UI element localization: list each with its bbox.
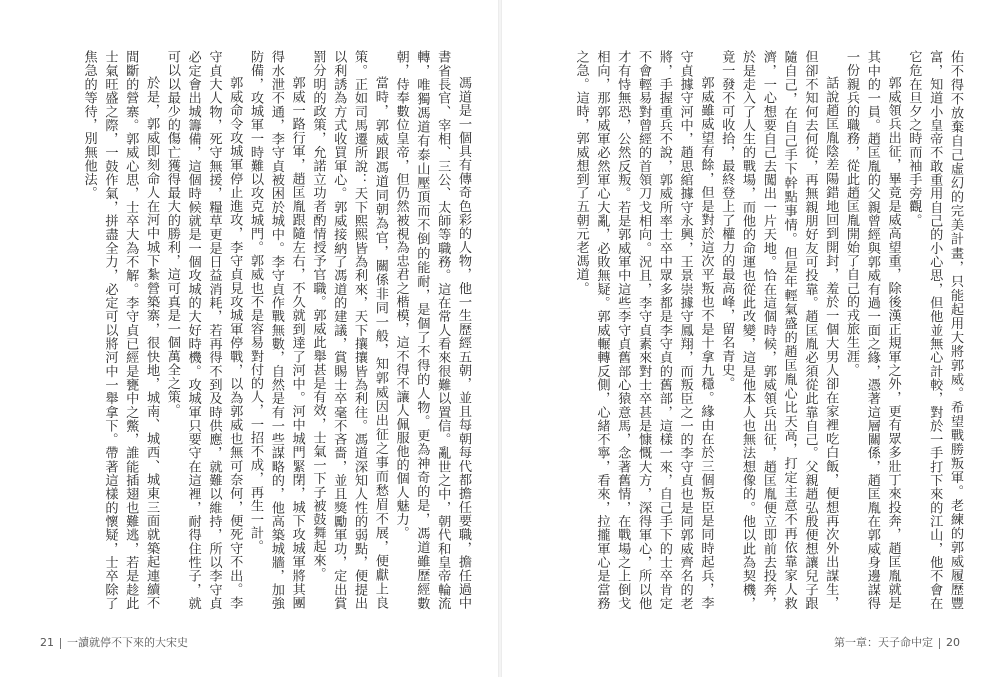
paragraph: 當時，郭威跟馮道同朝為官，關係非同一般，知郭威因出征之事而愁眉不展，便獻上良策。正如司馬遷所說：天下熙熙皆為利來，天下攘攘皆為利往。馮道深知人性的弱點，便提出以利誘為方式收買軍心。郭威接納了馮道的建議，賞賜士卒毫不吝嗇，並且獎勵軍功，定出賞罰分明的政策，允諾立功者酌情授予官職。郭威此舉甚是有效，士氣一下子被鼓舞起來。 [310, 50, 388, 610]
paragraph: 馮道是一個具有傳奇色彩的人物，他一生歷經五朝，並且每朝每代都擔任要職，擔任過中書省長官、宰相、三公、太師等職務。這在常人看來很難以置信。亂世之中，朝代和皇帝輪流轉，唯獨馮道有泰山壓頂而不倒的能耐，是個了不得的人物。更為神奇的是，馮道雖歷經數朝，侍奉數位皇帝，但仍然被視為忠君之楷模，這不得不讓人佩服他的個人魅力。 [393, 50, 471, 610]
left-page-body [55, 50, 473, 610]
left-page-footer [40, 634, 188, 650]
paragraph: 郭威一路行軍，趙匡胤跟隨左右，不久就到達了河中。河中城門緊閉，城下攻城軍將其團得水泄不通，李守貞被困於城中。李守貞作戰無數，自然是有一些謀略的，他高築城牆，加強防備，攻城軍一時難以攻克城門。郭威也不是容易對付的人，一招不成，再生一計。 [248, 50, 305, 610]
running-title: 一讀就停不下來的大宋史 [67, 636, 188, 649]
footer-divider [60, 638, 61, 649]
page-number: 20 [946, 636, 960, 649]
paragraph: 於是，郭威即刻命人在河中城下紮營築寨，很快地，城南、城西、城東三面就築起連續不間斷的營寨。郭威心思，士卒大為不解。李守貞已經是甕中之鱉，誰能插翅也難逃，若是趁此士氣旺盛之際，一鼓作氣，拼盡全力，必定可以將河中一舉拿下。帶著這樣的懷疑，士卒除了焦急的等待，別無他法。 [81, 50, 160, 610]
paragraph: 郭威雖威望有餘，但是對於這次平叛也不是十拿九穩。緣由在於三個叛臣是同時起兵，李守貞據守河中，趙思綰據守永興，王景崇據守鳳翔，而叛臣之一的李守貞也是同郭威齊名的老將，手握重兵不說，郭威所率士卒中眾多都是李守貞的舊部，這樣一來，自己手下的士卒肯定不會輕易對曾經的首領刀戈相向。況且，李守貞素來對士卒甚是慷慨大方，深得軍心，所以他才有恃無恐，公然反叛。若是郭威軍中這些李守貞舊部心猿意馬，念著舊情，在戰場之上倒戈相向，那郭威軍必然軍心大亂，必敗無疑。郭威輾轉反側，心緒不寧，看來，拉攏軍心是當務之急。這時，郭威想到了五朝元老馮道。 [573, 50, 714, 610]
right-page-body [520, 50, 965, 610]
running-title: 第一章：天子命中定 [834, 636, 933, 649]
right-page-footer [834, 634, 960, 650]
book-gutter [498, 0, 502, 677]
paragraph: 話說趙匡胤陰差陽錯地回到開封，羞於一個大男人卻在家裡吃白飯，便想再次外出謀生，但卻不知何去何從，再無親朋好友可投靠。趙匡胤必須從此靠自己。父親趙弘殷便想讓兒子跟隨自己，在自己手下幹點事情。但是年輕氣盛的趙匡胤心比天高，打定主意不再依靠家人救濟，一心想要自己去闖出一片天地。恰在這個時候，郭威領兵出征，趙匡胤便立即前去投奔，於是走入了人生的戰場，而他的命運也從此改變，這是他本人也無法想像的。他以此為契機，竟一發不可收拾，最終登上了權力的最高峰，留名青史。 [719, 50, 839, 610]
footer-divider [939, 638, 940, 649]
paragraph: 郭威領兵出征，畢竟是威高望重，除後漢正規軍之外，更有眾多壯丁來投奔，趙匡胤就是其中的一員。趙匡胤的父親曾經與郭威有過一面之緣，憑著這層關係，趙匡胤在郭威身邊謀得一份親兵的職務，從此趙匡胤開始了自己的戎旅生涯。 [844, 50, 901, 610]
paragraph: 郭威命令攻城軍停止進攻，李守貞見攻城軍停戰，以為郭威也無可奈何，便死守不出。李守貞大人物，死守無援，糧草更是日益消耗，若再得不到及時供應，就難以維持，所以李守貞必定會出城籌備，這個時候就是一個攻城的大好時機。攻城軍只要守在這裡，耐得住性子，就可以以最少的傷亡獲得最大的勝利，這可真是一個萬全之策。 [164, 50, 243, 610]
page-number: 21 [40, 636, 54, 649]
left-page [0, 0, 498, 677]
right-page [502, 0, 1000, 677]
paragraph: 佑不得不放棄自己虛幻的完美計畫，只能起用大將郭威。希望戰勝叛軍。老練的郭威履歷豐富，知道小皇帝不敢重用自己的小心思，但他並無心計較，對於一手打下來的江山，他不會在它危在旦夕之時而袖手旁觀。 [906, 50, 963, 610]
